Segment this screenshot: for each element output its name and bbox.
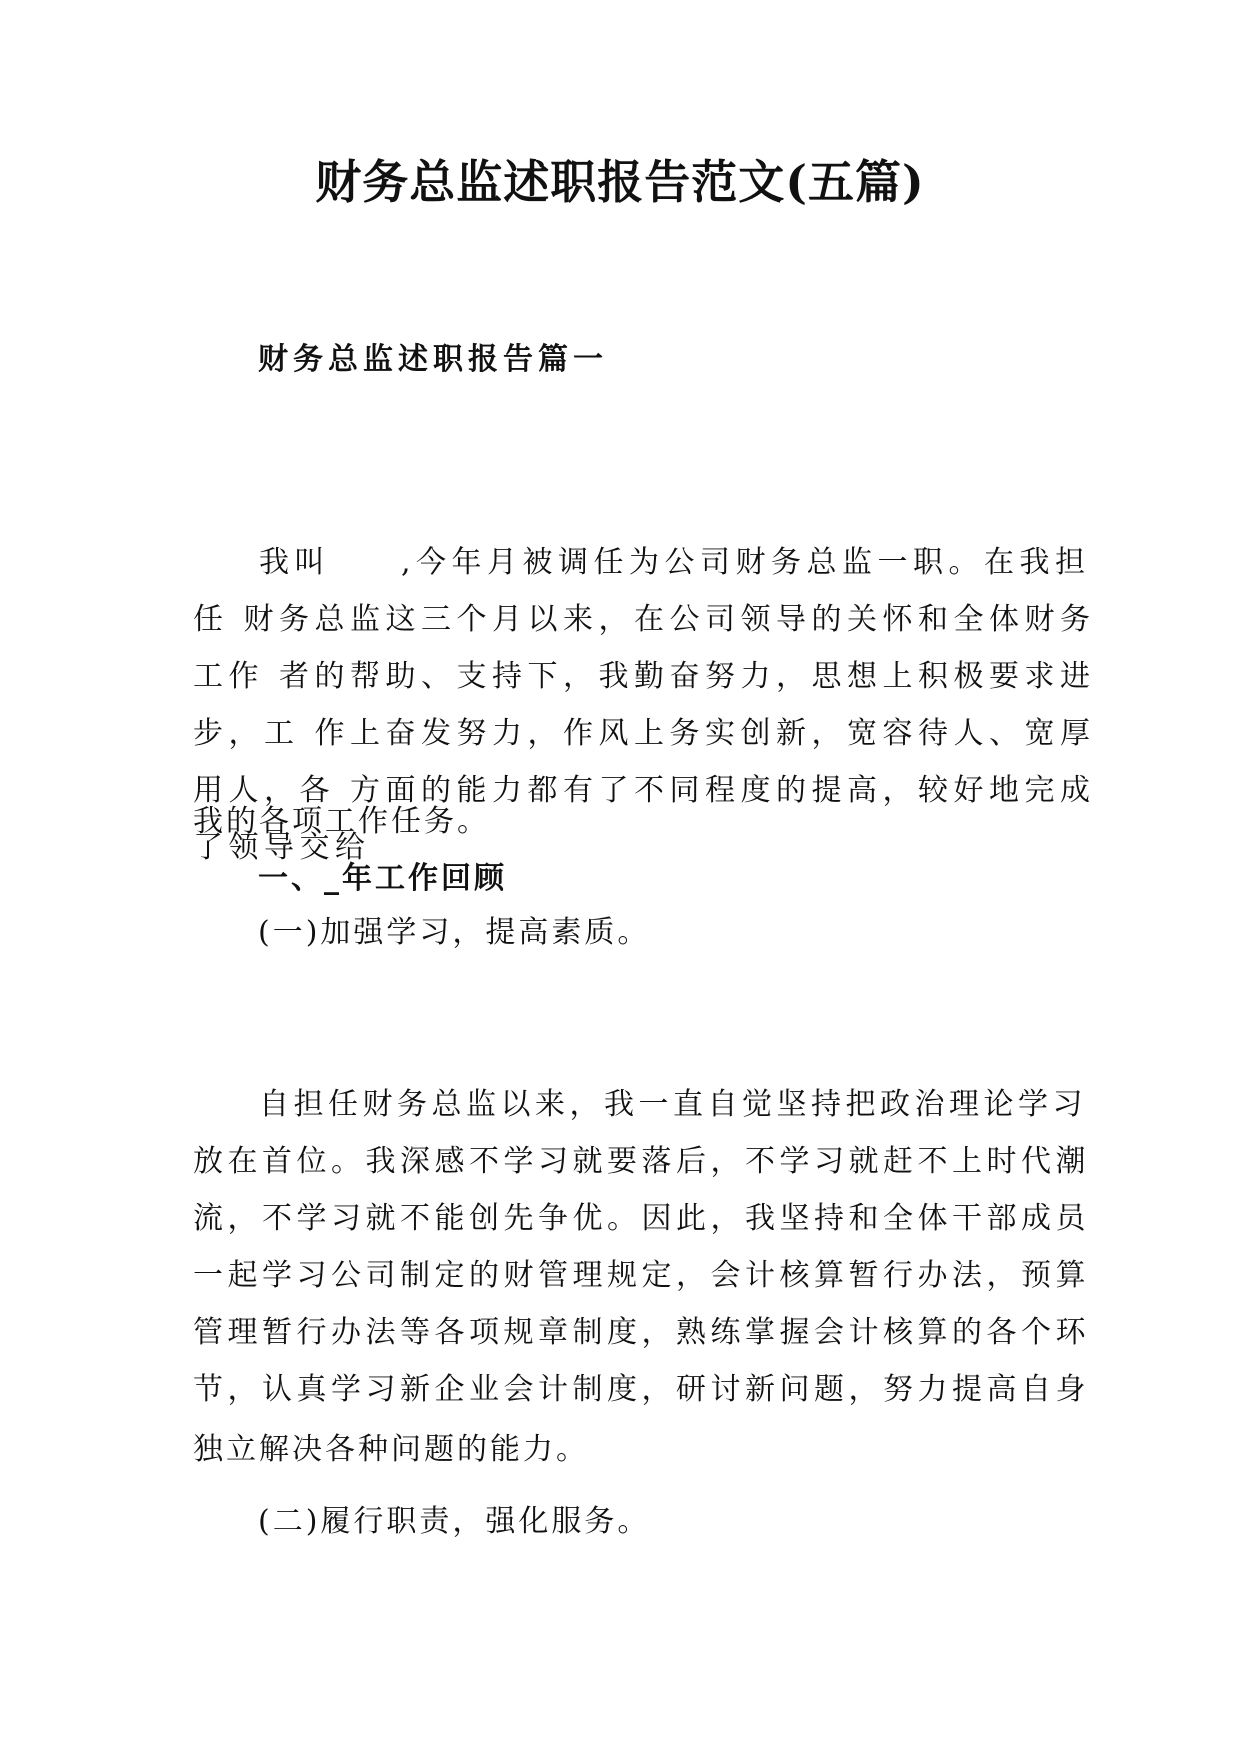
document-title: 财务总监述职报告范文(五篇)	[315, 155, 925, 209]
section-heading: 财务总监述职报告篇一	[258, 342, 608, 377]
paragraph-line: 了领导交给	[193, 830, 371, 865]
intro-tail-line: 我的各项工作任务。	[193, 804, 490, 839]
paragraph-line: 自担任财务总监以来，我一直自觉坚持把政治理论学习	[259, 1087, 1087, 1122]
paragraph-line: 一起学习公司制定的财管理规定，会计核算暂行办法，预算	[193, 1258, 1090, 1293]
paragraph-line: 节，认真学习新企业会计制度，研讨新问题，努力提高自身	[193, 1372, 1090, 1407]
paragraph-line: 用人，各 方面的能力都有了不同程度的提高，较好地完成	[193, 773, 1096, 808]
part-one-heading: 一、_年工作回顾	[258, 861, 507, 896]
paragraph-line: 放在首位。我深感不学习就要落后，不学习就赶不上时代潮	[193, 1144, 1090, 1179]
paragraph-line: 工作 者的帮助、支持下，我勤奋努力，思想上积极要求进	[193, 659, 1096, 694]
paragraph-line: 流，不学习就不能创先争优。因此，我坚持和全体干部成员	[193, 1201, 1090, 1236]
paragraph-line: 管理暂行办法等各项规章制度，熟练掌握会计核算的各个环	[193, 1315, 1090, 1350]
study-paragraph	[193, 1076, 1090, 1418]
subsection-one-heading: (一)加强学习，提高素质。	[258, 915, 651, 950]
paragraph-line: 任 财务总监这三个月以来，在公司领导的关怀和全体财务	[193, 602, 1096, 637]
subsection-two-heading: (二)履行职责，强化服务。	[258, 1504, 651, 1539]
paragraph-line: 步，工 作上奋发努力，作风上务实创新，宽容待人、宽厚	[193, 716, 1096, 751]
paragraph-line: 我叫 ,今年月被调任为公司财务总监一职。在我担	[259, 545, 1091, 580]
study-tail-line: 独立解决各种问题的能力。	[193, 1432, 589, 1467]
